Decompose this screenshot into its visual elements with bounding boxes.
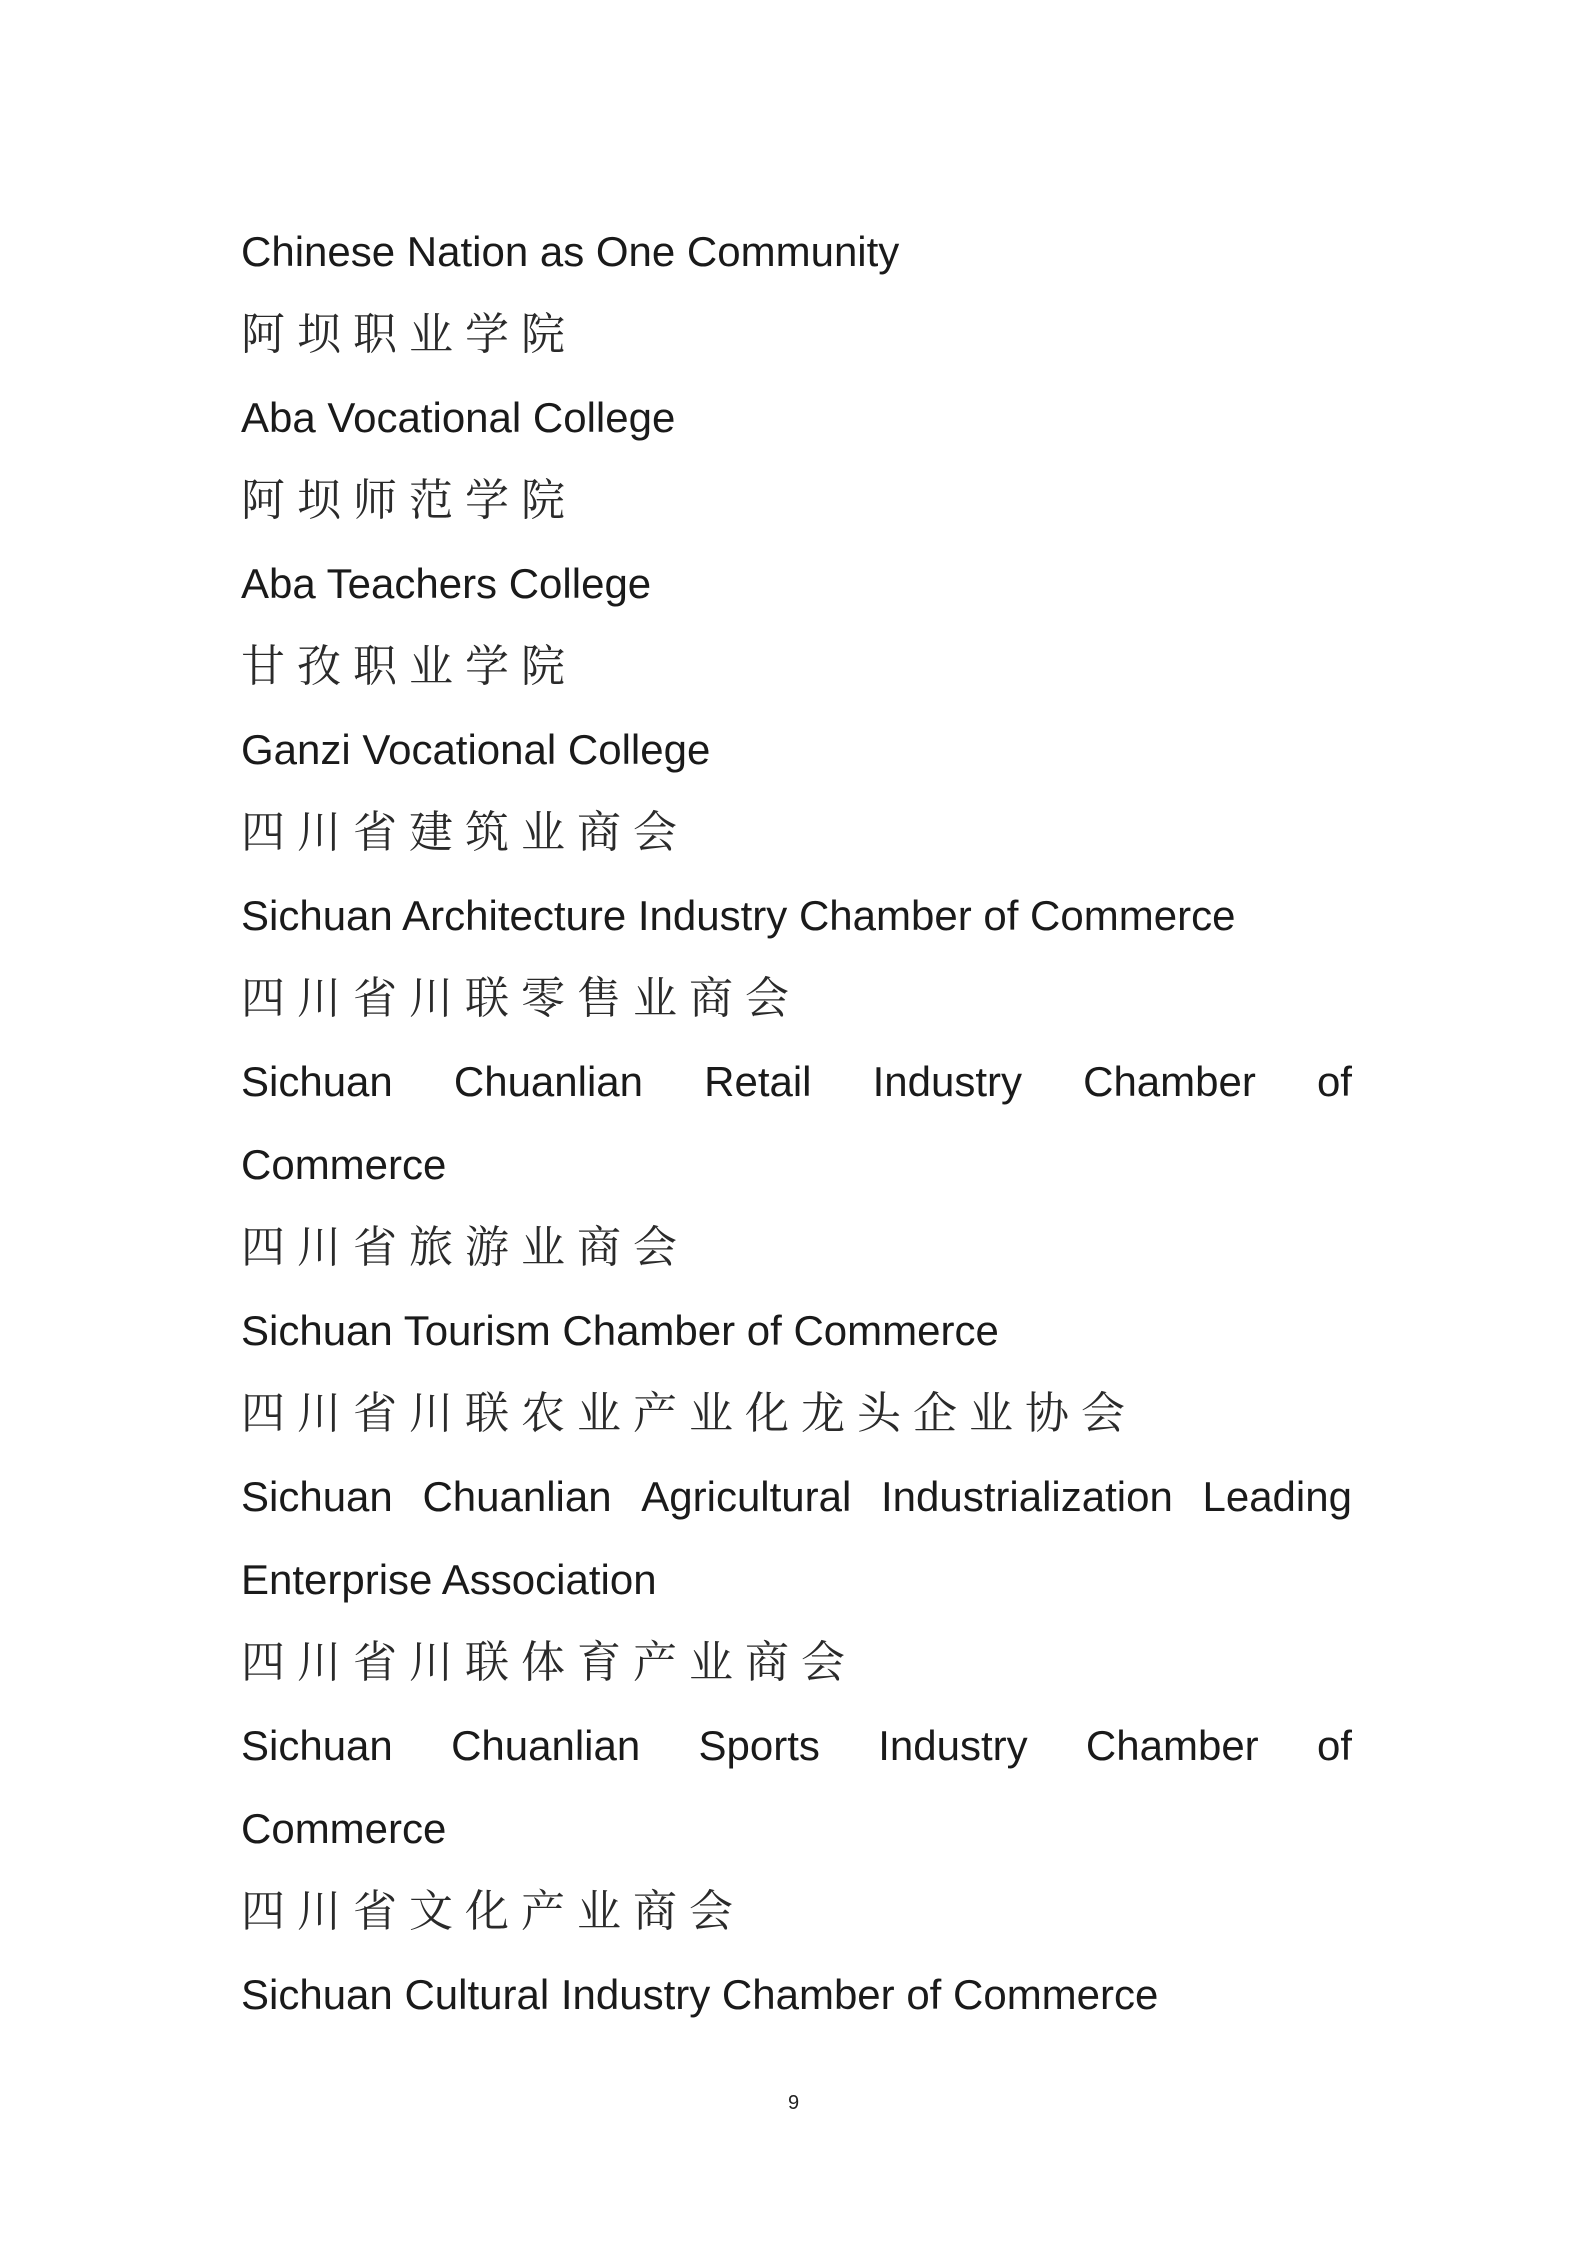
word: Industry: [878, 1722, 1028, 1769]
justified-text-line: [241, 1704, 1352, 1787]
word: of: [1316, 1058, 1352, 1105]
word: Sichuan: [241, 1058, 393, 1105]
justified-text-line: [241, 1040, 1352, 1123]
word: Retail: [704, 1058, 812, 1105]
word: Leading: [1202, 1473, 1352, 1520]
text-line: Sichuan Architecture Industry Chamber of Commerce: [241, 892, 1236, 939]
text-line: 四川省川联农业产业化龙头企业协会: [241, 1388, 1137, 1439]
word: Chuanlian: [422, 1473, 612, 1520]
word: Chamber: [1083, 1058, 1256, 1105]
word: Sichuan: [241, 1722, 393, 1769]
text-line: 阿坝师范学院: [241, 475, 577, 526]
word: Industry: [872, 1058, 1023, 1105]
text-line: Commerce: [241, 1141, 447, 1188]
text-line: 四川省川联体育产业商会: [241, 1637, 857, 1688]
word: Industrialization: [881, 1473, 1173, 1520]
page-number: 9: [787, 2092, 800, 2114]
text-line: 四川省旅游业商会: [241, 1222, 689, 1273]
text-line: Sichuan Tourism Chamber of Commerce: [241, 1307, 999, 1354]
word: of: [1316, 1722, 1352, 1769]
text-line: Sichuan Cultural Industry Chamber of Commerce: [241, 1971, 1159, 2018]
text-line: Chinese Nation as One Community: [241, 228, 900, 275]
text-line: 四川省川联零售业商会: [241, 973, 801, 1024]
word: Chuanlian: [451, 1722, 641, 1769]
text-line: 四川省文化产业商会: [241, 1886, 745, 1937]
text-line: Aba Teachers College: [241, 560, 652, 607]
text-line: Aba Vocational College: [241, 394, 676, 441]
text-line: 阿坝职业学院: [241, 309, 577, 360]
text-line: Enterprise Association: [241, 1556, 657, 1603]
word: Sports: [698, 1722, 820, 1769]
text-line: Commerce: [241, 1805, 447, 1852]
justified-text-line: [241, 1455, 1352, 1538]
word: Agricultural: [641, 1473, 852, 1520]
text-line: Ganzi Vocational College: [241, 726, 711, 773]
word: Chamber: [1085, 1722, 1259, 1769]
word: Sichuan: [241, 1473, 393, 1520]
word: Chuanlian: [453, 1058, 644, 1105]
page-content: [241, 210, 1352, 2036]
text-line: 四川省建筑业商会: [241, 807, 689, 858]
text-line: 甘孜职业学院: [241, 641, 577, 692]
